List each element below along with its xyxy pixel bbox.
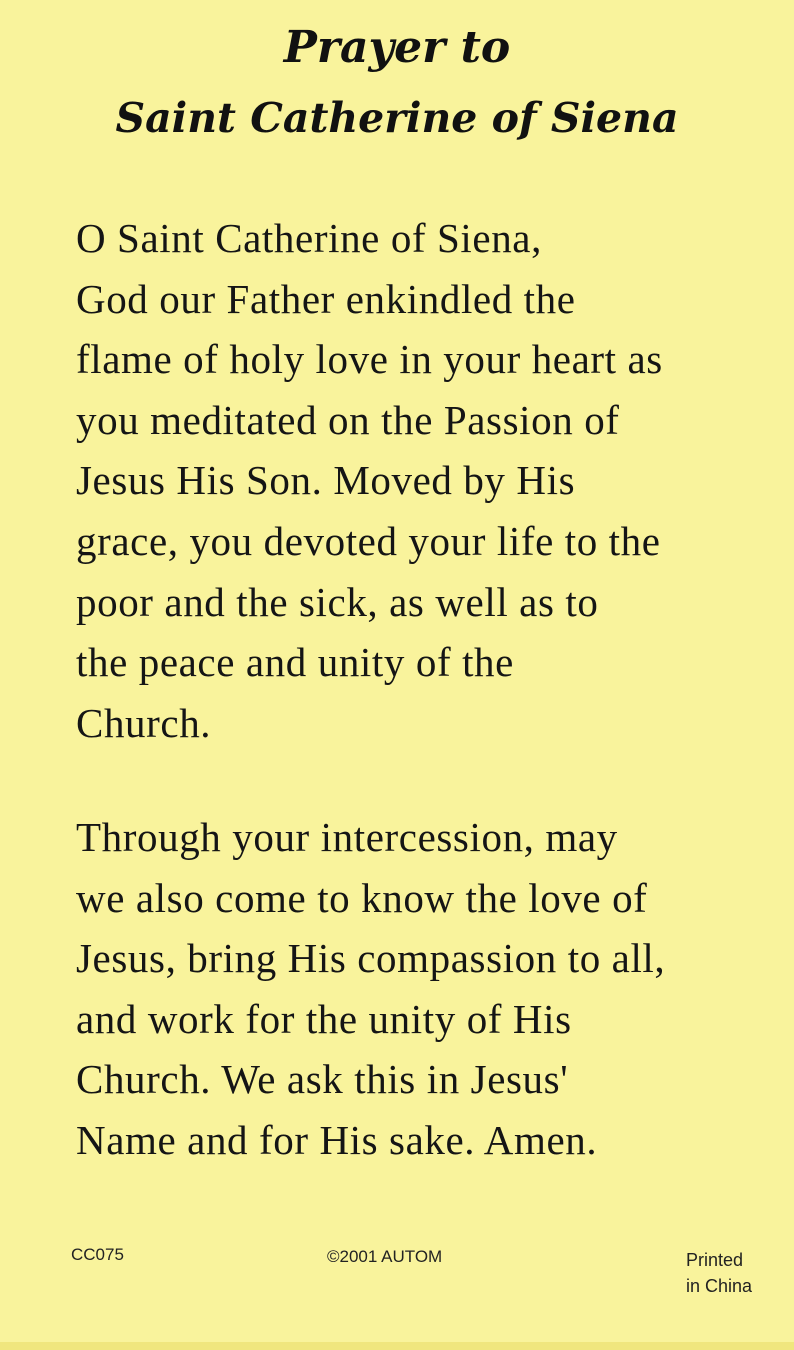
prayer-line: Church. We ask this in Jesus' bbox=[76, 1056, 569, 1103]
prayer-line: we also come to know the love of bbox=[76, 874, 648, 921]
prayer-line: Jesus His Son. Moved by His bbox=[76, 457, 576, 504]
prayer-line: Jesus, bring His compassion to all, bbox=[76, 935, 666, 982]
prayer-line: poor and the sick, as well as to bbox=[76, 578, 599, 625]
prayer-paragraph-2 bbox=[76, 807, 766, 1171]
prayer-line: God our Father enkindled the bbox=[76, 275, 576, 322]
prayer-line: and work for the unity of His bbox=[76, 995, 572, 1042]
prayer-line: Church. bbox=[76, 699, 212, 746]
prayer-line: grace, you devoted your life to the bbox=[76, 517, 661, 564]
printed-in-label bbox=[686, 1247, 752, 1299]
copyright-notice: ©2001 AUTOM bbox=[327, 1247, 443, 1266]
prayer-paragraph-1 bbox=[76, 208, 766, 753]
title-line-1: Prayer to bbox=[283, 22, 511, 73]
printed-line-2: in China bbox=[686, 1276, 753, 1296]
prayer-line: O Saint Catherine of Siena, bbox=[76, 215, 542, 261]
prayer-line: you meditated on the Passion of bbox=[76, 396, 620, 443]
product-code: CC075 bbox=[71, 1245, 124, 1264]
prayer-line: Through your intercession, may bbox=[76, 814, 618, 860]
prayer-line: the peace and unity of the bbox=[76, 639, 514, 686]
title-line-2: Saint Catherine of Siena bbox=[115, 94, 679, 142]
printed-line-1: Printed bbox=[686, 1250, 744, 1270]
card-bottom-edge bbox=[0, 1342, 794, 1350]
prayer-line: flame of holy love in your heart as bbox=[76, 336, 663, 383]
prayer-line: Name and for His sake. Amen. bbox=[76, 1116, 598, 1163]
